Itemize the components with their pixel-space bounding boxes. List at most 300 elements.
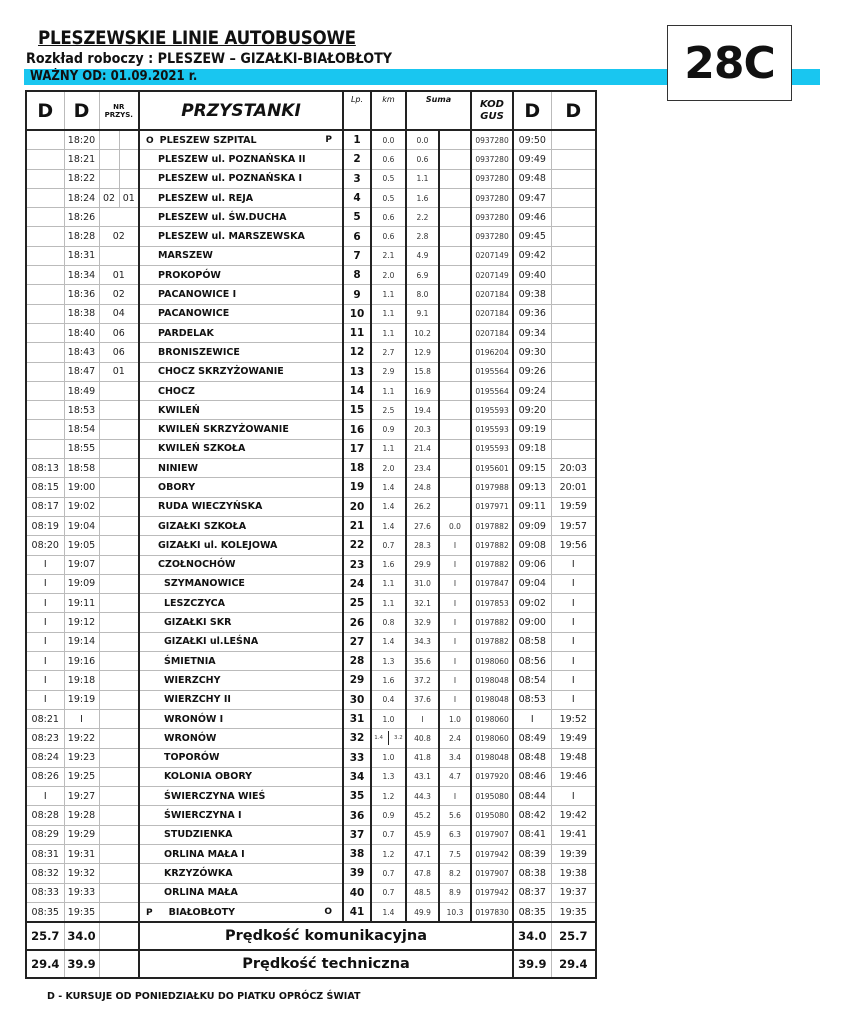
stop-name-cell [139, 729, 343, 748]
stop-name-cell [139, 362, 343, 381]
departure-d3: 09:09 [513, 516, 551, 535]
distance-sum-branch [439, 343, 471, 362]
stop-name-cell [139, 516, 343, 535]
table-row [26, 767, 596, 786]
stop-name: GIZAŁKI SZKOŁA [158, 520, 247, 532]
gus-code: 0207184 [471, 323, 513, 342]
speed-empty [99, 950, 139, 978]
departure-d2: 19:32 [64, 864, 99, 883]
distance-sum-branch: 8.9 [439, 883, 471, 902]
stop-name: WRONÓW I [164, 713, 224, 725]
stop-name-cell [139, 227, 343, 246]
departure-d3: 08:44 [513, 787, 551, 806]
distance-sum-branch [439, 439, 471, 458]
stop-ordinal: 9 [343, 285, 371, 304]
col-header-stops: PRZYSTANKI [139, 91, 343, 130]
stop-number [99, 536, 139, 555]
gus-code: 0207184 [471, 304, 513, 323]
stop-number [99, 497, 139, 516]
departure-d2: 19:28 [64, 806, 99, 825]
speed-d4: 29.4 [551, 950, 596, 978]
stop-name: ŚMIETNIA [164, 655, 216, 667]
table-row [26, 864, 596, 883]
departure-d1: I [26, 574, 64, 593]
stop-name-cell [139, 864, 343, 883]
distance-sum-branch [439, 362, 471, 381]
distance-sum-branch: I [439, 574, 471, 593]
departure-d3: 09:48 [513, 169, 551, 188]
stop-number [99, 652, 139, 671]
stop-number: 01 [99, 266, 139, 285]
table-row [26, 825, 596, 844]
departure-d3: 09:26 [513, 362, 551, 381]
departure-d3: 09:40 [513, 266, 551, 285]
departure-d2: 19:04 [64, 516, 99, 535]
departure-d1: I [26, 594, 64, 613]
col-header-kod [471, 91, 513, 130]
departure-d3: 08:56 [513, 652, 551, 671]
table-row [26, 536, 596, 555]
stop-name-cell [139, 497, 343, 516]
stop-ordinal: 4 [343, 188, 371, 207]
stop-name-cell [139, 594, 343, 613]
distance-sum: 40.8 [406, 729, 439, 748]
stop-ordinal: 41 [343, 902, 371, 922]
stop-ordinal: 39 [343, 864, 371, 883]
distance-km: 1.4 [371, 516, 406, 535]
speed-d3: 39.9 [513, 950, 551, 978]
departure-d4: I [551, 690, 596, 709]
departure-d2: I [64, 709, 99, 728]
table-row [26, 401, 596, 420]
stop-number [99, 381, 139, 400]
timetable [25, 90, 597, 979]
gus-code: 0195601 [471, 459, 513, 478]
distance-sum-branch [439, 478, 471, 497]
footer-note: D - KURSUJE OD PONIEDZIAŁKU DO PIATKU OPRÓCZ ŚWIAT [47, 991, 361, 1002]
distance-km: 1.1 [371, 304, 406, 323]
distance-sum: 1.6 [406, 188, 439, 207]
distance-sum: I [406, 709, 439, 728]
departure-d2: 18:36 [64, 285, 99, 304]
departure-d3: 08:39 [513, 844, 551, 863]
stop-number-b [119, 130, 139, 150]
departure-d1 [26, 169, 64, 188]
table-row [26, 652, 596, 671]
stop-name: WRONÓW [164, 732, 217, 744]
end-flag: P [325, 135, 332, 146]
departure-d4: I [551, 574, 596, 593]
gus-code: 0197882 [471, 516, 513, 535]
distance-sum-branch [439, 130, 471, 150]
stop-number [99, 459, 139, 478]
departure-d1 [26, 246, 64, 265]
departure-d4: 19:56 [551, 536, 596, 555]
gus-code: 0197942 [471, 844, 513, 863]
departure-d3: 09:13 [513, 478, 551, 497]
stop-name-cell [139, 652, 343, 671]
stop-ordinal: 17 [343, 439, 371, 458]
departure-d1 [26, 285, 64, 304]
table-row [26, 594, 596, 613]
departure-d1: 08:24 [26, 748, 64, 767]
col-header-d1: D [26, 91, 64, 130]
gus-code: 0197907 [471, 864, 513, 883]
distance-km: 1.1 [371, 574, 406, 593]
distance-km: 1.4 [371, 902, 406, 922]
distance-sum: 6.9 [406, 266, 439, 285]
departure-d1 [26, 381, 64, 400]
stop-number [99, 748, 139, 767]
distance-km: 1.4 [371, 478, 406, 497]
gus-code: 0937280 [471, 227, 513, 246]
stop-number-b [119, 150, 139, 169]
col-header-km: km [371, 91, 406, 130]
gus-code: 0195564 [471, 381, 513, 400]
departure-d4 [551, 246, 596, 265]
gus-code: 0197920 [471, 767, 513, 786]
stop-name: CHOCZ SKRZYŻOWANIE [158, 366, 284, 378]
table-row [26, 729, 596, 748]
stop-name-cell [139, 806, 343, 825]
departure-d2: 18:26 [64, 208, 99, 227]
distance-sum: 26.2 [406, 497, 439, 516]
distance-km: 1.1 [371, 285, 406, 304]
distance-km: 1.1 [371, 594, 406, 613]
departure-d1 [26, 362, 64, 381]
table-row [26, 709, 596, 728]
departure-d2: 18:55 [64, 439, 99, 458]
distance-km: 2.5 [371, 401, 406, 420]
gus-code: 0197853 [471, 594, 513, 613]
departure-d2: 19:19 [64, 690, 99, 709]
stop-ordinal: 26 [343, 613, 371, 632]
departure-d3: 09:00 [513, 613, 551, 632]
stop-ordinal: 27 [343, 632, 371, 651]
stop-name-cell [139, 420, 343, 439]
departure-d1: 08:29 [26, 825, 64, 844]
table-row [26, 574, 596, 593]
departure-d3: 09:47 [513, 188, 551, 207]
table-row [26, 420, 596, 439]
table-row [26, 690, 596, 709]
distance-sum-branch: 3.4 [439, 748, 471, 767]
distance-sum-branch: I [439, 671, 471, 690]
distance-sum-branch [439, 304, 471, 323]
departure-d2: 18:31 [64, 246, 99, 265]
departure-d3: I [513, 709, 551, 728]
stop-name-cell [139, 285, 343, 304]
departure-d4: I [551, 555, 596, 574]
stop-name: BIAŁOBŁOTY [168, 906, 236, 918]
distance-sum: 47.8 [406, 864, 439, 883]
speed-d2: 34.0 [64, 922, 99, 950]
departure-d1 [26, 130, 64, 150]
departure-d3: 09:36 [513, 304, 551, 323]
stop-number [99, 767, 139, 786]
speed-row [26, 922, 596, 950]
gus-code: 0207184 [471, 285, 513, 304]
distance-km: 2.0 [371, 266, 406, 285]
km-divider [388, 731, 389, 745]
stop-number [99, 787, 139, 806]
stop-ordinal: 8 [343, 266, 371, 285]
departure-d4 [551, 208, 596, 227]
departure-d3: 09:42 [513, 246, 551, 265]
gus-code: 0195593 [471, 420, 513, 439]
distance-sum-branch [439, 497, 471, 516]
departure-d1: 08:26 [26, 767, 64, 786]
departure-d2: 18:53 [64, 401, 99, 420]
stop-name-cell [139, 401, 343, 420]
departure-d3: 08:42 [513, 806, 551, 825]
departure-d4 [551, 323, 596, 342]
distance-km: 0.6 [371, 227, 406, 246]
departure-d4: I [551, 594, 596, 613]
stop-number [99, 690, 139, 709]
stop-number-a [99, 150, 119, 169]
stop-name: ORLINA MAŁA I [164, 848, 245, 860]
departure-d4: 19:59 [551, 497, 596, 516]
distance-km: 1.4 [371, 497, 406, 516]
departure-d1 [26, 439, 64, 458]
stop-number [99, 401, 139, 420]
distance-km: 1.1 [371, 323, 406, 342]
stop-name-cell [139, 690, 343, 709]
col-header-suma: Suma [406, 91, 471, 130]
table-row [26, 902, 596, 922]
distance-km: 1.1 [371, 381, 406, 400]
gus-code: 0937280 [471, 188, 513, 207]
departure-d1: 08:21 [26, 709, 64, 728]
stop-number [99, 613, 139, 632]
stop-number [99, 208, 139, 227]
departure-d3: 08:35 [513, 902, 551, 922]
distance-sum-branch [439, 150, 471, 169]
stop-name: PLESZEW ul. POZNAŃSKA II [158, 153, 306, 165]
departure-d1 [26, 188, 64, 207]
stop-ordinal: 14 [343, 381, 371, 400]
gus-code: 0197907 [471, 825, 513, 844]
stop-name: PACANOWICE [158, 308, 230, 320]
departure-d2: 19:35 [64, 902, 99, 922]
departure-d1: I [26, 613, 64, 632]
table-row [26, 304, 596, 323]
stop-number: 01 [99, 362, 139, 381]
distance-km: 0.8 [371, 613, 406, 632]
gus-code: 0937280 [471, 150, 513, 169]
departure-d3: 09:08 [513, 536, 551, 555]
stop-ordinal: 28 [343, 652, 371, 671]
stop-ordinal: 12 [343, 343, 371, 362]
stop-ordinal: 33 [343, 748, 371, 767]
stop-ordinal: 24 [343, 574, 371, 593]
distance-sum-branch [439, 208, 471, 227]
col-header-d3: D [513, 91, 551, 130]
stop-number [99, 594, 139, 613]
departure-d4: 20:01 [551, 478, 596, 497]
stop-name-cell [139, 613, 343, 632]
speed-row [26, 950, 596, 978]
gus-code: 0198060 [471, 729, 513, 748]
distance-sum: 15.8 [406, 362, 439, 381]
table-row [26, 323, 596, 342]
header-row [26, 91, 596, 130]
stop-ordinal: 10 [343, 304, 371, 323]
departure-d4 [551, 188, 596, 207]
departure-d1: I [26, 787, 64, 806]
stop-name: GIZAŁKI SKR [164, 617, 232, 629]
stop-number [99, 709, 139, 728]
stop-name-cell [139, 709, 343, 728]
departure-d4 [551, 304, 596, 323]
stop-name: ŚWIERCZYNA WIEŚ [164, 790, 266, 802]
stop-number-b [119, 169, 139, 188]
stop-name: PARDELAK [158, 327, 214, 339]
table-row [26, 478, 596, 497]
gus-code: 0197882 [471, 632, 513, 651]
stop-ordinal: 11 [343, 323, 371, 342]
departure-d1: I [26, 632, 64, 651]
distance-sum: 41.8 [406, 748, 439, 767]
distance-km: 1.1 [371, 439, 406, 458]
stop-name: LESZCZYCA [164, 597, 225, 609]
distance-sum: 0.6 [406, 150, 439, 169]
stop-number [99, 555, 139, 574]
distance-sum: 8.0 [406, 285, 439, 304]
stop-ordinal: 38 [343, 844, 371, 863]
stop-ordinal: 31 [343, 709, 371, 728]
stop-name: CZOŁNOCHÓW [158, 559, 236, 571]
stop-ordinal: 40 [343, 883, 371, 902]
departure-d1: 08:35 [26, 902, 64, 922]
distance-sum: 29.9 [406, 555, 439, 574]
speed-d1: 25.7 [26, 922, 64, 950]
distance-sum-branch [439, 188, 471, 207]
distance-km: 1.2 [371, 787, 406, 806]
departure-d4 [551, 362, 596, 381]
distance-sum-branch: 6.3 [439, 825, 471, 844]
stop-name: PROKOPÓW [158, 269, 221, 281]
departure-d1: I [26, 671, 64, 690]
distance-km: 2.7 [371, 343, 406, 362]
departure-d4: 20:03 [551, 459, 596, 478]
stop-name: PLESZEW ul. MARSZEWSKA [158, 231, 305, 243]
stop-name: NINIEW [158, 462, 198, 474]
departure-d4: 19:35 [551, 902, 596, 922]
distance-sum: 23.4 [406, 459, 439, 478]
departure-d2: 19:07 [64, 555, 99, 574]
distance-km: 0.9 [371, 420, 406, 439]
gus-code: 0195593 [471, 439, 513, 458]
stop-name-cell [139, 844, 343, 863]
distance-km: 1.6 [371, 671, 406, 690]
distance-sum-branch: 0.0 [439, 516, 471, 535]
stop-number-a [99, 130, 119, 150]
distance-sum-branch [439, 227, 471, 246]
stop-ordinal: 37 [343, 825, 371, 844]
stop-name-cell [139, 787, 343, 806]
departure-d4 [551, 285, 596, 304]
departure-d3: 08:37 [513, 883, 551, 902]
table-row [26, 787, 596, 806]
stop-number-a [99, 169, 119, 188]
distance-sum-branch: I [439, 652, 471, 671]
distance-sum: 27.6 [406, 516, 439, 535]
speed-label: Prędkość komunikacyjna [139, 922, 513, 950]
stop-ordinal: 32 [343, 729, 371, 748]
stop-name: GIZAŁKI ul.LEŚNA [164, 636, 259, 648]
departure-d4 [551, 227, 596, 246]
stop-name: GIZAŁKI ul. KOLEJOWA [158, 539, 278, 551]
distance-km: 1.4 [371, 632, 406, 651]
table-row [26, 844, 596, 863]
distance-km: 2.0 [371, 459, 406, 478]
departure-d3: 09:15 [513, 459, 551, 478]
gus-code: 0198060 [471, 652, 513, 671]
table-row [26, 208, 596, 227]
stop-name-cell [139, 439, 343, 458]
stop-ordinal: 6 [343, 227, 371, 246]
distance-sum-branch [439, 401, 471, 420]
departure-d2: 19:09 [64, 574, 99, 593]
gus-code: 0197971 [471, 497, 513, 516]
speed-d2: 39.9 [64, 950, 99, 978]
stop-number-b: 01 [119, 188, 139, 207]
distance-km: 0.5 [371, 169, 406, 188]
col-header-d2: D [64, 91, 99, 130]
stop-number [99, 246, 139, 265]
distance-sum: 37.2 [406, 671, 439, 690]
departure-d3: 08:38 [513, 864, 551, 883]
distance-km: 0.6 [371, 150, 406, 169]
gus-code: 0207149 [471, 246, 513, 265]
stop-number [99, 806, 139, 825]
departure-d4: I [551, 671, 596, 690]
departure-d4 [551, 130, 596, 150]
table-row [26, 266, 596, 285]
departure-d4: 19:42 [551, 806, 596, 825]
distance-sum: 1.1 [406, 169, 439, 188]
departure-d2: 18:40 [64, 323, 99, 342]
departure-d4 [551, 343, 596, 362]
stop-name-cell [139, 748, 343, 767]
distance-km-split [371, 729, 406, 748]
stop-name: TOPORÓW [164, 752, 220, 764]
stop-ordinal: 30 [343, 690, 371, 709]
departure-d1: I [26, 690, 64, 709]
departure-d2: 19:25 [64, 767, 99, 786]
distance-sum: 49.9 [406, 902, 439, 922]
stop-number [99, 825, 139, 844]
departure-d3: 09:19 [513, 420, 551, 439]
stop-name-cell [139, 902, 343, 922]
stop-number [99, 439, 139, 458]
stop-number: 06 [99, 343, 139, 362]
departure-d3: 09:02 [513, 594, 551, 613]
end-flag: O [324, 907, 332, 918]
stop-name-cell [139, 130, 343, 150]
speed-label: Prędkość techniczna [139, 950, 513, 978]
distance-sum: 9.1 [406, 304, 439, 323]
departure-d2: 19:31 [64, 844, 99, 863]
distance-sum-branch: I [439, 594, 471, 613]
gus-code: 0197830 [471, 902, 513, 922]
distance-sum-branch: I [439, 555, 471, 574]
stop-number [99, 478, 139, 497]
distance-sum: 19.4 [406, 401, 439, 420]
departure-d2: 19:16 [64, 652, 99, 671]
